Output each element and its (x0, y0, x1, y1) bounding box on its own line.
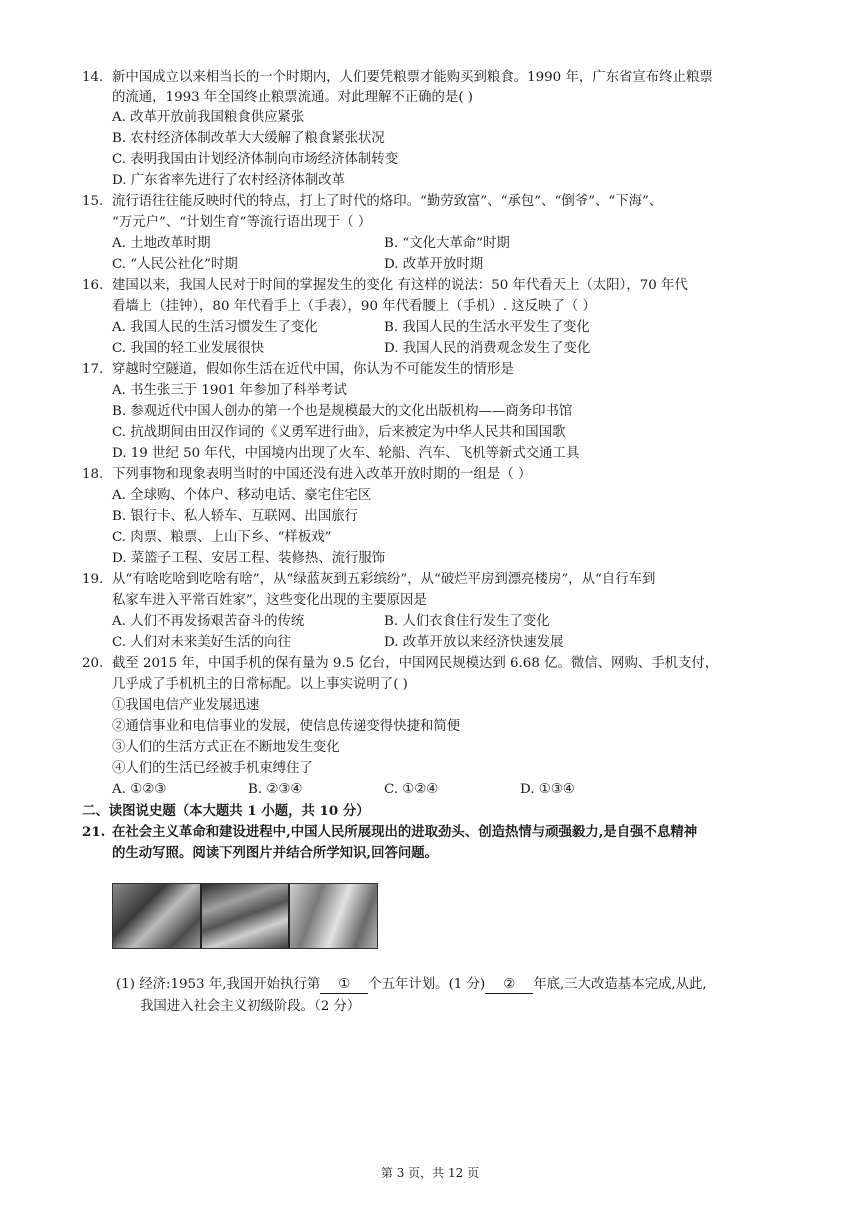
q19-number: 19. (82, 572, 104, 587)
q20-statement-2: ②通信事业和电信事业的发展，使信息传递变得快捷和简便 (112, 719, 461, 734)
q20-statement-4: ④人们的生活已经被手机束缚住了 (112, 761, 313, 776)
photo-1 (113, 884, 200, 948)
q20-stem-1: 截至 2015 年，中国手机的保有量为 9.5 亿台，中国网民规模达到 6.68 亿。微信、网购、手机支付， (112, 656, 719, 671)
q21-sub1-line2: 我国进入社会主义初级阶段。（2 分） (140, 999, 361, 1014)
sub1-middle: 个五年计划。(1 分) (368, 977, 486, 992)
q15-option-d: D. 改革开放时期 (384, 257, 484, 272)
q14-option-a: A. 改革开放前我国粮食供应紧张 (112, 110, 305, 125)
blank-1[interactable]: ① (320, 977, 368, 994)
q16-option-b: B. 我国人民的生活水平发生了变化 (384, 320, 590, 335)
sub1-prefix: (1) 经济:1953 年,我国开始执行第 (116, 977, 321, 992)
q19-option-a: A. 人们不再发扬艰苦奋斗的传统 (112, 614, 305, 629)
photo-3 (290, 884, 377, 948)
q19-stem-1: 从“有啥吃啥到吃啥有啥”，从“绿蓝灰到五彩缤纷”，从“破烂平房到漂亮楼房”，从“自行车到 (112, 572, 656, 587)
q14-stem-1: 新中国成立以来相当长的一个时期内，人们要凭粮票才能购买到粮食。1990 年，广东省宣布终止粮票 (112, 70, 713, 85)
q18-option-c: C. 肉票、粮票、上山下乡、“样板戏” (112, 530, 332, 545)
section-title: 二、读图说史题（本大题共 1 小题，共 10 分） (82, 803, 370, 819)
q21-number: 21. (82, 824, 106, 840)
q19-option-c: C. 人们对未来美好生活的向往 (112, 635, 291, 650)
q18-option-d: D. 菜篮子工程、安居工程、装修热、流行服饰 (112, 551, 386, 566)
q17-option-b: B. 参观近代中国人创办的第一个也是规模最大的文化出版机构——商务印书馆 (112, 404, 573, 419)
q20-option-b: B. ②③④ (248, 782, 303, 797)
sub1-suffix: 年底,三大改造基本完成,从此, (533, 977, 707, 992)
historical-photos (112, 883, 378, 949)
q17-stem-1: 穿越时空隧道，假如你生活在近代中国，你认为不可能发生的情形是 (112, 362, 514, 377)
q17-option-a: A. 书生张三于 1901 年参加了科举考试 (112, 383, 347, 398)
q21-stem-2: 的生动写照。阅读下列图片并结合所学知识,回答问题。 (112, 845, 439, 861)
q16-option-a: A. 我国人民的生活习惯发生了变化 (112, 320, 318, 335)
q20-statement-1: ①我国电信产业发展迅速 (112, 698, 260, 713)
q20-option-a: A. ①②③ (112, 782, 167, 797)
q15-option-a: A. 土地改革时期 (112, 236, 211, 251)
q16-stem-2: 看墙上（挂钟），80 年代看手上（手表），90 年代看腰上（手机）. 这反映了（ ） (112, 299, 596, 314)
q20-statement-3: ③人们的生活方式正在不断地发生变化 (112, 740, 340, 755)
q14-option-d: D. 广东省率先进行了农村经济体制改革 (112, 173, 346, 188)
q19-stem-2: 私家车进入平常百姓家”，这些变化出现的主要原因是 (112, 593, 427, 608)
q20-option-c: C. ①②④ (384, 782, 439, 797)
q17-number: 17. (82, 362, 104, 377)
q16-stem-1: 建国以来，我国人民对于时间的掌握发生的变化 有这样的说法：50 年代看天上（太阳），70 年代 (112, 278, 688, 293)
q18-number: 18. (82, 467, 104, 482)
q16-option-c: C. 我国的轻工业发展很快 (112, 341, 265, 356)
q18-stem-1: 下列事物和现象表明当时的中国还没有进入改革开放时期的一组是（ ） (112, 467, 532, 482)
q17-option-d: D. 19 世纪 50 年代，中国境内出现了火车、轮船、汽车、飞机等新式交通工具 (112, 446, 580, 461)
q20-number: 20. (82, 656, 104, 671)
q19-option-d: D. 改革开放以来经济快速发展 (384, 635, 564, 650)
q21-sub1-line1 (116, 975, 707, 995)
q20-stem-2: 几乎成了手机机主的日常标配。以上事实说明了( ) (112, 677, 408, 692)
q15-option-b: B. “文化大革命”时期 (384, 236, 510, 251)
q15-number: 15. (82, 194, 104, 209)
q20-option-d: D. ①③④ (520, 782, 575, 797)
q14-option-b: B. 农村经济体制改革大大缓解了粮食紧张状况 (112, 131, 385, 146)
q19-option-b: B. 人们衣食住行发生了变化 (384, 614, 550, 629)
blank-2[interactable]: ② (485, 977, 533, 994)
q14-stem-2: 的流通，1993 年全国终止粮票流通。对此理解不正确的是( ) (112, 90, 474, 105)
page-footer: 第 3 页，共 12 页 (380, 1166, 480, 1180)
q15-option-c: C. “人民公社化”时期 (112, 257, 238, 272)
q14-option-c: C. 表明我国由计划经济体制向市场经济体制转变 (112, 152, 399, 167)
q18-option-a: A. 全球购、个体户、移动电话、豪宅住宅区 (112, 488, 372, 503)
q15-stem-2: “万元户”、“计划生育”等流行语出现于（ ） (112, 215, 372, 230)
q16-number: 16. (82, 278, 104, 293)
q21-stem-1: 在社会主义革命和建设进程中,中国人民所展现出的进取劲头、创造热情与顽强毅力,是自强不息精神 (112, 824, 698, 840)
q14-number: 14. (82, 70, 104, 85)
q18-option-b: B. 银行卡、私人轿车、互联网、出国旅行 (112, 509, 358, 524)
q16-option-d: D. 我国人民的消费观念发生了变化 (384, 341, 591, 356)
q15-stem-1: 流行语往往能反映时代的特点，打上了时代的烙印。“勤劳致富”、“承包”、“倒爷”、“下海”、 (112, 194, 663, 209)
q17-option-c: C. 抗战期间由田汉作词的《义勇军进行曲》，后来被定为中华人民共和国国歌 (112, 425, 566, 440)
photo-2 (202, 884, 289, 948)
